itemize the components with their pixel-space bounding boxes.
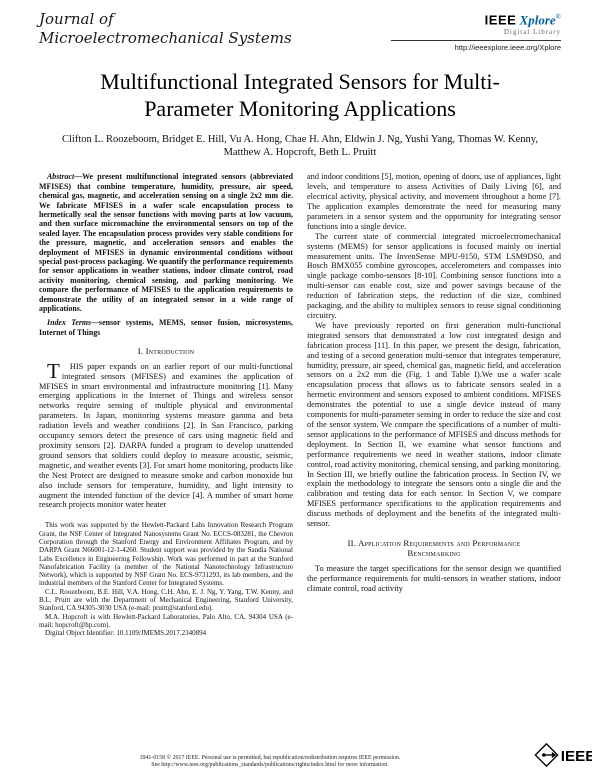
footnote-block: [39, 521, 293, 637]
xplore-url-link[interactable]: http://ieeexplore.ieee.org/Xplore: [454, 43, 561, 53]
copyright-line-1: 1941-0158 © 2017 IEEE. Personal use is permitted, but republication/redistribution requires IEEE permission.: [139, 754, 401, 761]
footnote-affiliation-2: M.A. Hopcroft is with Hewlett-Packard Laboratories, Palo Alto, CA, 94304 USA (e-mail: hopcroft@hp.com).: [39, 612, 293, 629]
intro-paragraph: [39, 358, 293, 511]
footnote-support: This work was supported by the Hewlett-Packard Labs Innovation Research Program Grant, the NSF Center of Integrated Nanosystems Grant No. ECCS-083281, the Chevron Corporation through the Stanford Energy and Environment Affiliates Program, and by DARPA Grant N66001-12-1-4260. Student support was provided by the Sandia National Labs Excellence in Engineering Fellowship. Work was performed in part at the Stanford Nanofabrication Facility (a member of the National Nanotechnology Infrastructure Network), which is supported by NSF Grant No. ECS-9731293, its lab members, and the industrial members of the Stanford Center for Integrated Systems.: [39, 521, 293, 588]
left-column: [39, 172, 293, 637]
author-list: Clifton L. Roozeboom, Bridget E. Hill, Vu A. Hong, Chae H. Ahn, Eldwin J. Ng, Yushi Yang, Thomas W. Kenny, Matthew A. Hopcroft, Beth L. Pruitt: [62, 134, 538, 159]
body-paragraph-1: and indoor conditions [5], motion, opening of doors, use of appliances, light levels, and temperature to assess Activities of Daily Living [6], and electrical activity, physical activity, and movement throughout a home [7]. The application examples demonstrate the need for measuring many parameters in a sensor system and the opportunity for integrating sensor functions into a single device.: [307, 172, 561, 231]
copyright-footer: [39, 755, 561, 769]
intro-paragraph-text: HIS paper expands on an earlier report of our multi-functional integrated sensors (MFISES) and examines the application of MFISES in smart environmental and infrastructure monitoring [1]. Many emerging applications in the Internet of Things and wireless sensor networks require sensing of multiple physical and environmental parameters. In Japan, monitoring systems measure gamma and beta radiation levels and weather conditions [2]. In San Francisco, parking occupancy sensors detect the presence of cars using magnetic field and proximity sensors [2]. DARPA funded a program to develop unattended ground sensors that soldiers could deploy to measure acoustic, seismic, magnetic, and weather events [3]. For smart home monitoring, products like the Nest Protect are designed to measure smoke and carbon monoxide but also include sensors for temperature, humidity, and light intensity to augment the intended function of the device [4]. A number of smart home research projects monitor water heater: [39, 361, 293, 510]
body-paragraph-3: We have previously reported on first generation multi-functional integrated sensors that demonstrated a low cost integrated design and fabrication process [11]. In this paper, we present the design, fabrication, and testing of a second generation multi-sensor that integrates temperature, humidity, pressure, air speed, chemical gas, magnetic field, and acceleration sensors on a 2x2 mm die (Fig. 1 and Table I).We use a wafer scale encapsulation process that allows us to fabricate sensors sealed in a hermetic environment and sensors exposed to ambient conditions. MFISES demonstrates the potential to use a single device instead of many components for multi-parameter sensing in order to reduce the size and cost of the sensor system. We compare the specifications of a number of multi-sensor applications to the performance of MFISES and discuss methods for deployment. In Section II, we examine what sensor functions and performance requirements we need in weather stations, indoor climate control, road activity monitoring, chemical sensing, and parking monitoring. In Section III, we briefly outline the fabrication process. In Section IV, we explain the methodology to integrate the sensors onto a single die and the calibration and testing data for each sensor. In Section V, we compare MFISES performance specifications to the application requirements and discuss methods of deployment and the benefits of the integrated multi-sensor.: [307, 320, 561, 529]
ieee-wordmark: IEEE: [484, 12, 517, 28]
drop-cap: T: [47, 358, 60, 383]
footnote-affiliation-1: C.L. Roozeboom, B.E. Hill, V.A. Hong, C.H. Ahn, E. J. Ng, Y. Yang, T.W. Kenny, and B.L. Pruitt are with the Department of Mechanical Engineering, Stanford University, Stanford, CA 94305-3030 USA (e-mail: pruitt@stanford.edu).: [39, 587, 293, 613]
ieee-xplore-logo: [391, 10, 561, 27]
svg-text:IEEE: IEEE: [560, 748, 592, 766]
xplore-tagline: Digital Library: [503, 28, 561, 37]
page-header: [39, 10, 561, 52]
index-terms-text: —sensor systems, MEMS, sensor fusion, microsystems, Internet of Things: [39, 318, 293, 337]
journal-name-line2: Microelectromechanical Systems: [39, 29, 292, 47]
two-column-body: [39, 172, 561, 637]
ieee-xplore-block: [391, 10, 561, 52]
section-heading-application-requirements: II. Application Requirements and Performance Benchmarking: [347, 537, 521, 559]
journal-masthead: [39, 10, 292, 48]
index-terms-label: Index Terms: [47, 318, 92, 328]
journal-name-line1: Journal of: [39, 10, 114, 28]
ieee-diamond-icon: [534, 742, 592, 768]
copyright-line-2[interactable]: See http://www.ieee.org/publications_standards/publications/rights/index.html for more information.: [151, 761, 389, 768]
header-rule: [391, 40, 561, 41]
body-paragraph-4: To measure the target specifications for the sensor design we quantified the performance requirements for multi-sensors in weather stations, indoor climate control, road activity: [307, 563, 561, 593]
ieee-logo: [534, 742, 592, 768]
abstract-label: Abstract: [47, 172, 75, 182]
section-heading-introduction: I. Introduction: [137, 346, 195, 357]
xplore-wordmark: Xplore: [519, 12, 556, 28]
abstract-paragraph: [39, 172, 293, 313]
index-terms-paragraph: [39, 318, 293, 337]
right-column: [307, 172, 561, 637]
paper-title: Multifunctional Integrated Sensors for Multi-Parameter Monitoring Applications: [100, 69, 500, 122]
body-paragraph-2: The current state of commercial integrated microelectromechanical systems (MEMS) for sensor applications is focused mainly on inertial measurement units. The InvenSense MPU-9150, STM LSM9DS0, and Bosch BMX055 combine gyroscopes, accelerometers and compasses into single package combo-sensors [8-10]. Combining sensor functions into a multi-sensor can enable cost, size and power savings because of the reduction of fabrication steps, the reduction of die size, combined packaging, and the ability to multiplex sensors to reuse signal conditioning circuitry.: [307, 231, 561, 321]
footnote-doi: Digital Object Identifier: 10.1109/JMEMS.2017.2340894: [45, 629, 207, 638]
registered-mark: ®: [555, 13, 561, 21]
abstract-text: —We present multifunctional integrated sensors (abbreviated MFISES) that combine temperature, humidity, pressure, air speed, chemical gas, magnetic, and acceleration sensing on a single 2x2 mm die. We fabricate MFISES in a wafer scale encapsulation process to hermetically seal the sensor functions with moving parts at low vacuum, and then surface micromachine the environmental sensors on top of the sealed layer. The encapsulation process provides very stable conditions for the pressure, magnetic, and acceleration sensors and enables the deployment of MFISES in dynamic environmental conditions without special post-process packaging. We quantify the performance requirements for sensor applications in weather stations, indoor climate control, road activity monitoring, chemical sensing, and parking monitoring. We compare the performance of MFISES to the application requirements to demonstrate the utility of an integrated sensor in a wide range of applications.: [39, 172, 293, 314]
